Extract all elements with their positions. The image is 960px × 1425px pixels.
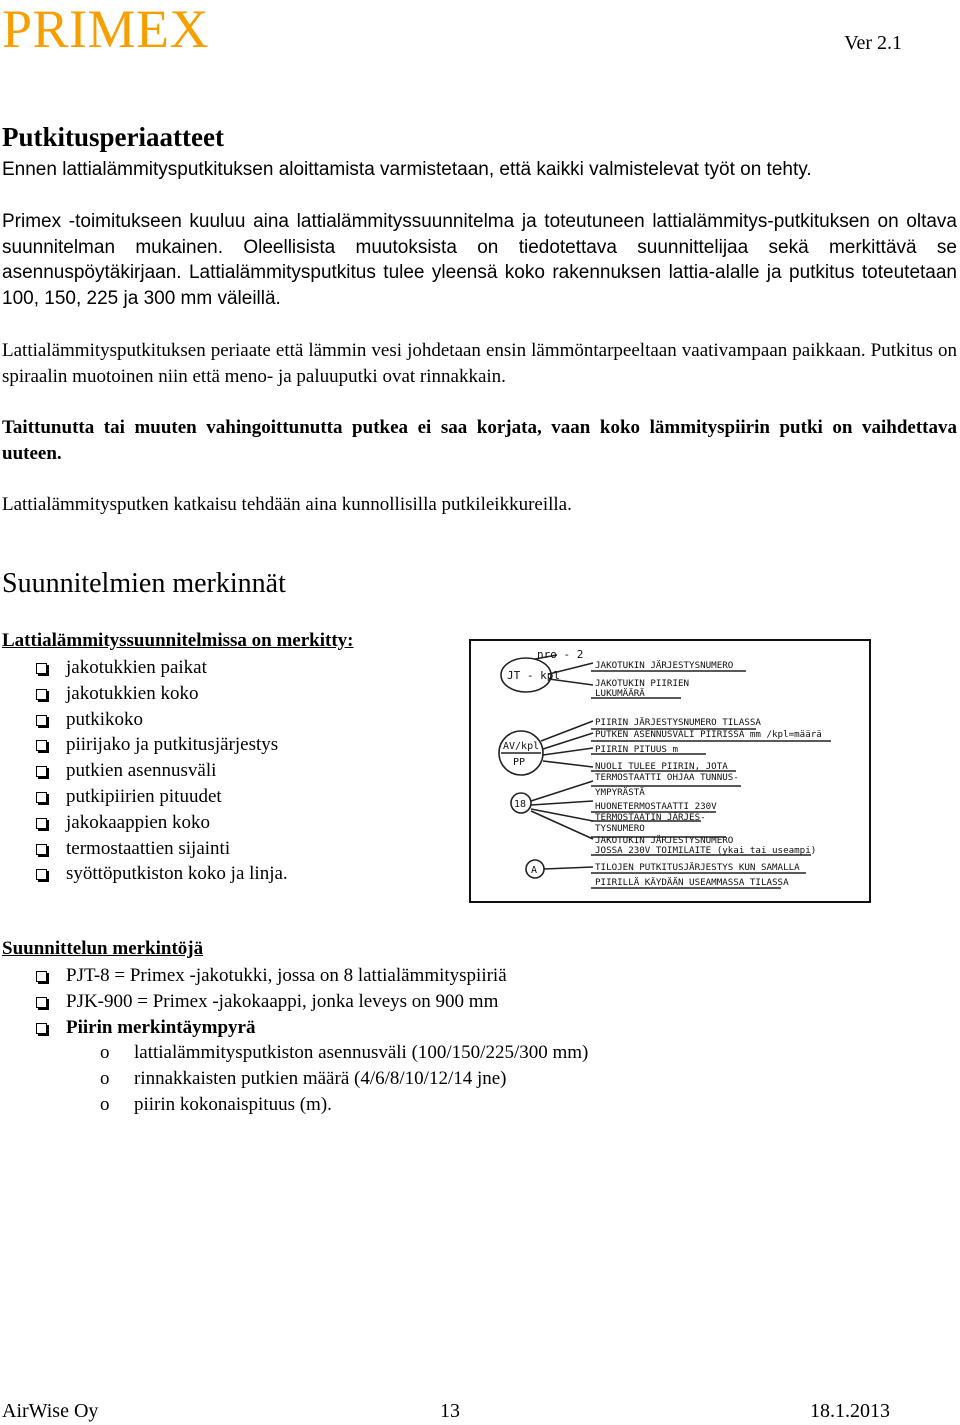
plan-symbols-legend-figure (469, 639, 871, 903)
section-title-putkitusperiaatteet: Putkitusperiaatteet (2, 122, 224, 152)
o-bullet: o (100, 1094, 110, 1115)
footer-date: 18.1.2013 (810, 1400, 890, 1422)
circle-mark-list (0, 1040, 588, 1118)
list-item: jakokaappien koko (0, 810, 288, 836)
paragraph-cutting: Lattialämmitysputken katkaisu tehdään aina kunnollisilla putkileikkureilla. (2, 494, 572, 515)
primex-logo: PRIMEX (2, 0, 210, 59)
checkbox-bullet-icon (36, 844, 47, 855)
footer-company: AirWise Oy (2, 1400, 99, 1422)
legend-line: PIIRILLÄ KÄYDÄÄN USEAMMASSA TILASSA (595, 877, 789, 888)
marked-items-list (0, 655, 288, 887)
callout-jt: JT - kpl (507, 669, 560, 682)
legend-line: NUOLI TULEE PIIRIN, JOTA (595, 761, 728, 772)
checkbox-bullet-icon (36, 740, 47, 751)
list-item: putkipiirien pituudet (0, 784, 288, 810)
callout-nro: nro - 2 (537, 648, 584, 661)
legend-line: JAKOTUKIN JÄRJESTYSNUMERO (595, 660, 734, 671)
list-item: PJT-8 = Primex -jakotukki, jossa on 8 lattialämmityspiiriä (0, 963, 507, 989)
section-title-suunnitelmien-merkinnat: Suunnitelmien merkinnät (2, 568, 286, 599)
list-item: putkien asennusväli (0, 758, 288, 784)
list-item: o lattialämmitysputkiston asennusväli (100/150/225/300 mm) (0, 1040, 588, 1066)
list-item: o rinnakkaisten putkien määrä (4/6/8/10/12/14 jne) (0, 1066, 588, 1092)
legend-line: YMPYRÄSTÄ (595, 787, 645, 798)
list-item: putkikoko (0, 707, 288, 733)
checkbox-bullet-icon (36, 1023, 47, 1034)
legend-line: HUONETERMOSTAATTI 230V (595, 801, 717, 812)
checkbox-bullet-icon (36, 766, 47, 777)
paragraph-primex-delivery: Primex -toimitukseen kuuluu aina lattialämmityssuunnitelma ja toteutuneen lattialämmitys-putkituksen on oltava suunnitelman mukainen. Oleellisista muutoksista on tiedotettava suunnittelijaa sekä merkittävä se asennuspöytäkirjaan. Lattialämmitysputkitus tulee yleensä koko rakennuksen lattia-alalle ja putkitus toteutetaan 100, 150, 225 ja 300 mm väleillä. (2, 211, 957, 309)
legend-line: PIIRIN PITUUS m (595, 744, 678, 755)
legend-line: TERMOSTAATTI OHJAA TUNNUS- (595, 772, 739, 783)
list-item: Piirin merkintäympyrä (0, 1015, 507, 1041)
checkbox-bullet-icon (36, 715, 47, 726)
legend-line: TYSNUMERO (595, 823, 645, 834)
checkbox-bullet-icon (36, 869, 47, 880)
legend-drawing (471, 641, 869, 901)
legend-line: TERMOSTAATIN JÄRJES- (595, 812, 706, 823)
marked-list-heading: Lattialämmityssuunnitelmissa on merkitty: (2, 630, 354, 651)
checkbox-bullet-icon (36, 997, 47, 1008)
callout-18: 18 (514, 799, 527, 810)
checkbox-bullet-icon (36, 792, 47, 803)
callout-av: AV/kpl (503, 741, 540, 752)
legend-line: TILOJEN PUTKITUSJÄRJESTYS KUN SAMALLA (595, 862, 800, 873)
checkbox-bullet-icon (36, 663, 47, 674)
checkbox-bullet-icon (36, 971, 47, 982)
legend-line: JAKOTUKIN PIIRIEN (595, 678, 690, 689)
checkbox-bullet-icon (36, 689, 47, 700)
version-label: Ver 2.1 (844, 32, 902, 54)
legend-line: PUTKEN ASENNUSVÄLI PIIRISSÄ mm /kpl=määrä (595, 729, 822, 740)
intro-paragraph: Ennen lattialämmitysputkituksen aloittamista varmistetaan, että kaikki valmistelevat työt on tehty. (2, 159, 812, 180)
checkbox-bullet-icon (36, 818, 47, 829)
list-item: o piirin kokonaispituus (m). (0, 1092, 588, 1118)
legend-line: LUKUMÄÄRÄ (595, 688, 645, 699)
list-item: PJK-900 = Primex -jakokaappi, jonka leveys on 900 mm (0, 989, 507, 1015)
list-item: jakotukkien paikat (0, 655, 288, 681)
list-item: syöttöputkiston koko ja linja. (0, 861, 288, 887)
design-marks-heading: Suunnittelun merkintöjä (2, 938, 204, 959)
footer-page-number: 13 (440, 1400, 460, 1422)
legend-line: JAKOTUKIN JÄRJESTYSNUMERO (595, 835, 734, 846)
paragraph-warning: Taittunutta tai muuten vahingoittunutta putkea ei saa korjata, vaan koko lämmityspiirin putki on vaihdettava uuteen. (2, 417, 957, 464)
list-item: jakotukkien koko (0, 681, 288, 707)
list-item: piirijako ja putkitusjärjestys (0, 732, 288, 758)
list-item: termostaattien sijainti (0, 836, 288, 862)
callout-pp: PP (513, 757, 526, 768)
callout-a: A (531, 865, 538, 876)
legend-line: PIIRIN JÄRJESTYSNUMERO TILASSA (595, 717, 761, 728)
legend-line: JOSSA 230V TOIMILAITE (ykai tai useampi) (595, 845, 817, 856)
o-bullet: o (100, 1042, 110, 1063)
o-bullet: o (100, 1068, 110, 1089)
paragraph-principle: Lattialämmitysputkituksen periaate että lämmin vesi johdetaan ensin lämmöntarpeeltaan vaativampaan paikkaan. Putkitus on spiraalin muotoinen niin että meno- ja paluuputki ovat rinnakkain. (2, 340, 957, 387)
design-codes-list (0, 963, 507, 1040)
